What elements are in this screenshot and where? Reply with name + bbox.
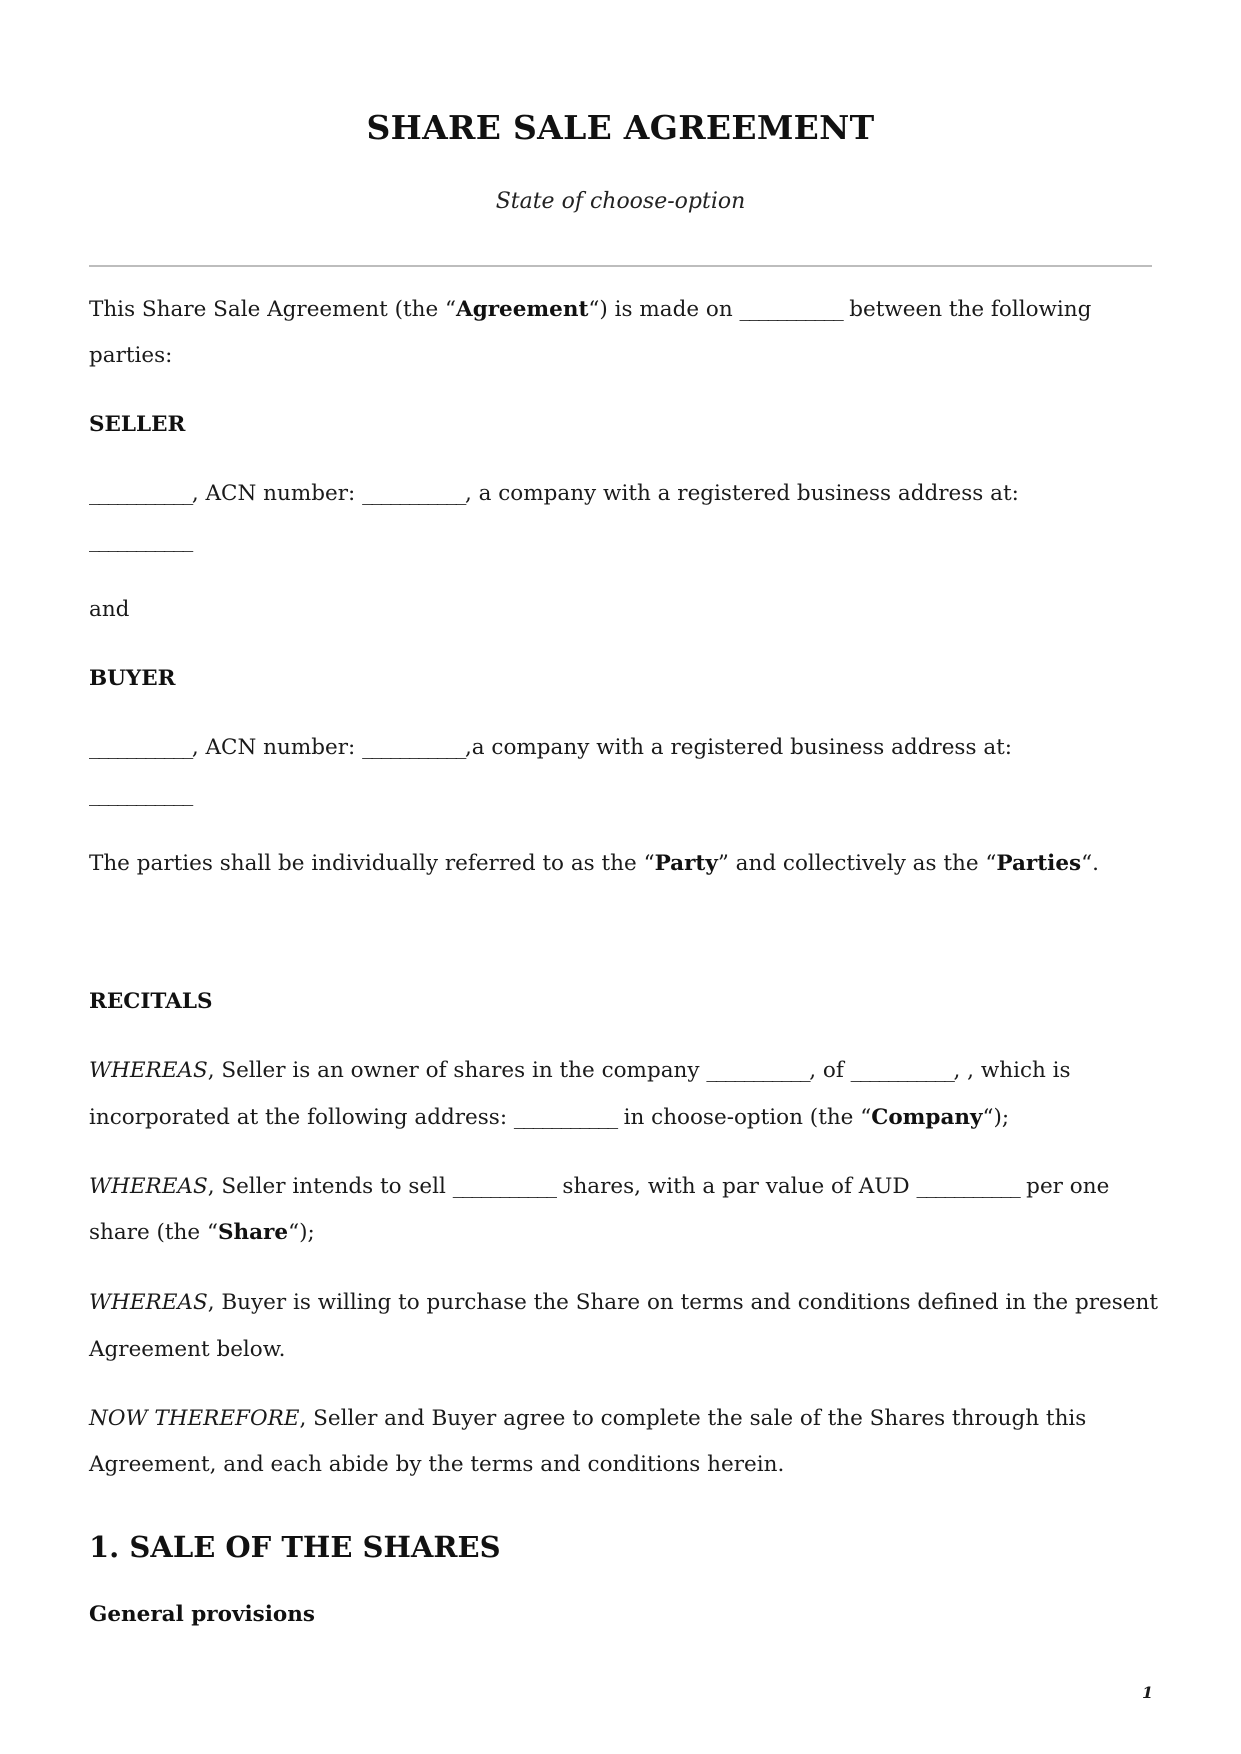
recital-text: “); bbox=[982, 1105, 1010, 1130]
defined-term-party: Party bbox=[654, 851, 718, 876]
parties-text: ” and collectively as the “ bbox=[717, 851, 997, 876]
document-title: SHARE SALE AGREEMENT bbox=[366, 108, 875, 147]
buyer-acn-blank[interactable]: ___________ bbox=[362, 735, 465, 760]
recital-text: “); bbox=[288, 1220, 315, 1245]
title-divider bbox=[89, 265, 1152, 267]
date-blank[interactable]: ___________ bbox=[739, 297, 843, 322]
company-name-blank[interactable]: ___________ bbox=[706, 1058, 810, 1083]
recital-3-line-2: Agreement below. bbox=[89, 1337, 286, 1362]
recitals-heading: RECITALS bbox=[89, 989, 213, 1014]
page-number: 1 bbox=[1142, 1683, 1154, 1702]
recital-4-line-1 bbox=[89, 1406, 1086, 1432]
whereas-word: WHEREAS bbox=[89, 1174, 208, 1199]
recital-4-line-2: Agreement, and each abide by the terms and conditions herein. bbox=[89, 1452, 785, 1477]
buyer-name-blank[interactable]: ___________ bbox=[89, 735, 192, 760]
recital-text: , , which is bbox=[953, 1058, 1071, 1083]
seller-name-blank[interactable]: ___________ bbox=[89, 481, 192, 506]
recital-1-line-2 bbox=[89, 1105, 1009, 1131]
recital-text: , Buyer is willing to purchase the Share on terms and conditions defined in the present bbox=[207, 1290, 1158, 1315]
recital-text: , Seller and Buyer agree to complete the sale of the Shares through this bbox=[299, 1406, 1087, 1431]
buyer-address-blank[interactable]: ___________ bbox=[89, 782, 192, 807]
recital-2-line-2 bbox=[89, 1220, 315, 1246]
recital-2-line-1 bbox=[89, 1174, 1109, 1200]
whereas-word: WHEREAS bbox=[89, 1290, 208, 1315]
buyer-address-line bbox=[89, 782, 192, 808]
seller-heading: SELLER bbox=[89, 412, 186, 437]
defined-term-agreement: Agreement bbox=[456, 297, 589, 322]
defined-term-company: Company bbox=[871, 1105, 983, 1130]
company-of-blank[interactable]: ___________ bbox=[850, 1058, 954, 1083]
now-therefore-word: NOW THEREFORE bbox=[89, 1406, 300, 1431]
and-text: and bbox=[89, 597, 130, 622]
defined-term-share: Share bbox=[217, 1220, 289, 1245]
defined-term-parties: Parties bbox=[996, 851, 1082, 876]
recital-text: incorporated at the following address: bbox=[89, 1105, 514, 1130]
buyer-address-label: ,a company with a registered business address at: bbox=[464, 735, 1013, 760]
recital-3-line-1 bbox=[89, 1290, 1158, 1316]
intro-line-1 bbox=[89, 297, 1091, 323]
share-count-blank[interactable]: ___________ bbox=[452, 1174, 556, 1199]
parties-text: The parties shall be individually referred to as the “ bbox=[89, 851, 655, 876]
parties-definition bbox=[89, 851, 1099, 877]
buyer-line bbox=[89, 735, 1012, 761]
recital-text: , Seller intends to sell bbox=[207, 1174, 453, 1199]
buyer-acn-label: , ACN number: bbox=[191, 735, 363, 760]
buyer-heading: BUYER bbox=[89, 666, 176, 691]
seller-address-blank[interactable]: ___________ bbox=[89, 528, 192, 553]
whereas-word: WHEREAS bbox=[89, 1058, 208, 1083]
seller-acn-blank[interactable]: ___________ bbox=[362, 481, 465, 506]
general-provisions-heading: General provisions bbox=[89, 1602, 315, 1627]
intro-text: This Share Sale Agreement (the “ bbox=[89, 297, 457, 322]
recital-text: share (the “ bbox=[89, 1220, 218, 1245]
company-address-blank[interactable]: ___________ bbox=[513, 1105, 617, 1130]
recital-text: , of bbox=[809, 1058, 851, 1083]
seller-line bbox=[89, 481, 1019, 507]
intro-text: between the following bbox=[842, 297, 1092, 322]
intro-line-2: parties: bbox=[89, 343, 173, 368]
recital-1-line-1 bbox=[89, 1058, 1071, 1084]
seller-address-line bbox=[89, 528, 192, 554]
parties-text: “. bbox=[1081, 851, 1099, 876]
recital-text: in choose-option (the “ bbox=[616, 1105, 872, 1130]
recital-text: shares, with a par value of AUD bbox=[555, 1174, 917, 1199]
recital-text: , Seller is an owner of shares in the company bbox=[207, 1058, 707, 1083]
document-subtitle: State of choose-option bbox=[495, 189, 746, 214]
intro-text: “) is made on bbox=[588, 297, 740, 322]
par-value-blank[interactable]: ___________ bbox=[916, 1174, 1020, 1199]
seller-acn-label: , ACN number: bbox=[191, 481, 363, 506]
recital-text: per one bbox=[1019, 1174, 1110, 1199]
section-1-heading: 1. SALE OF THE SHARES bbox=[89, 1530, 501, 1564]
seller-address-label: , a company with a registered business address at: bbox=[464, 481, 1019, 506]
